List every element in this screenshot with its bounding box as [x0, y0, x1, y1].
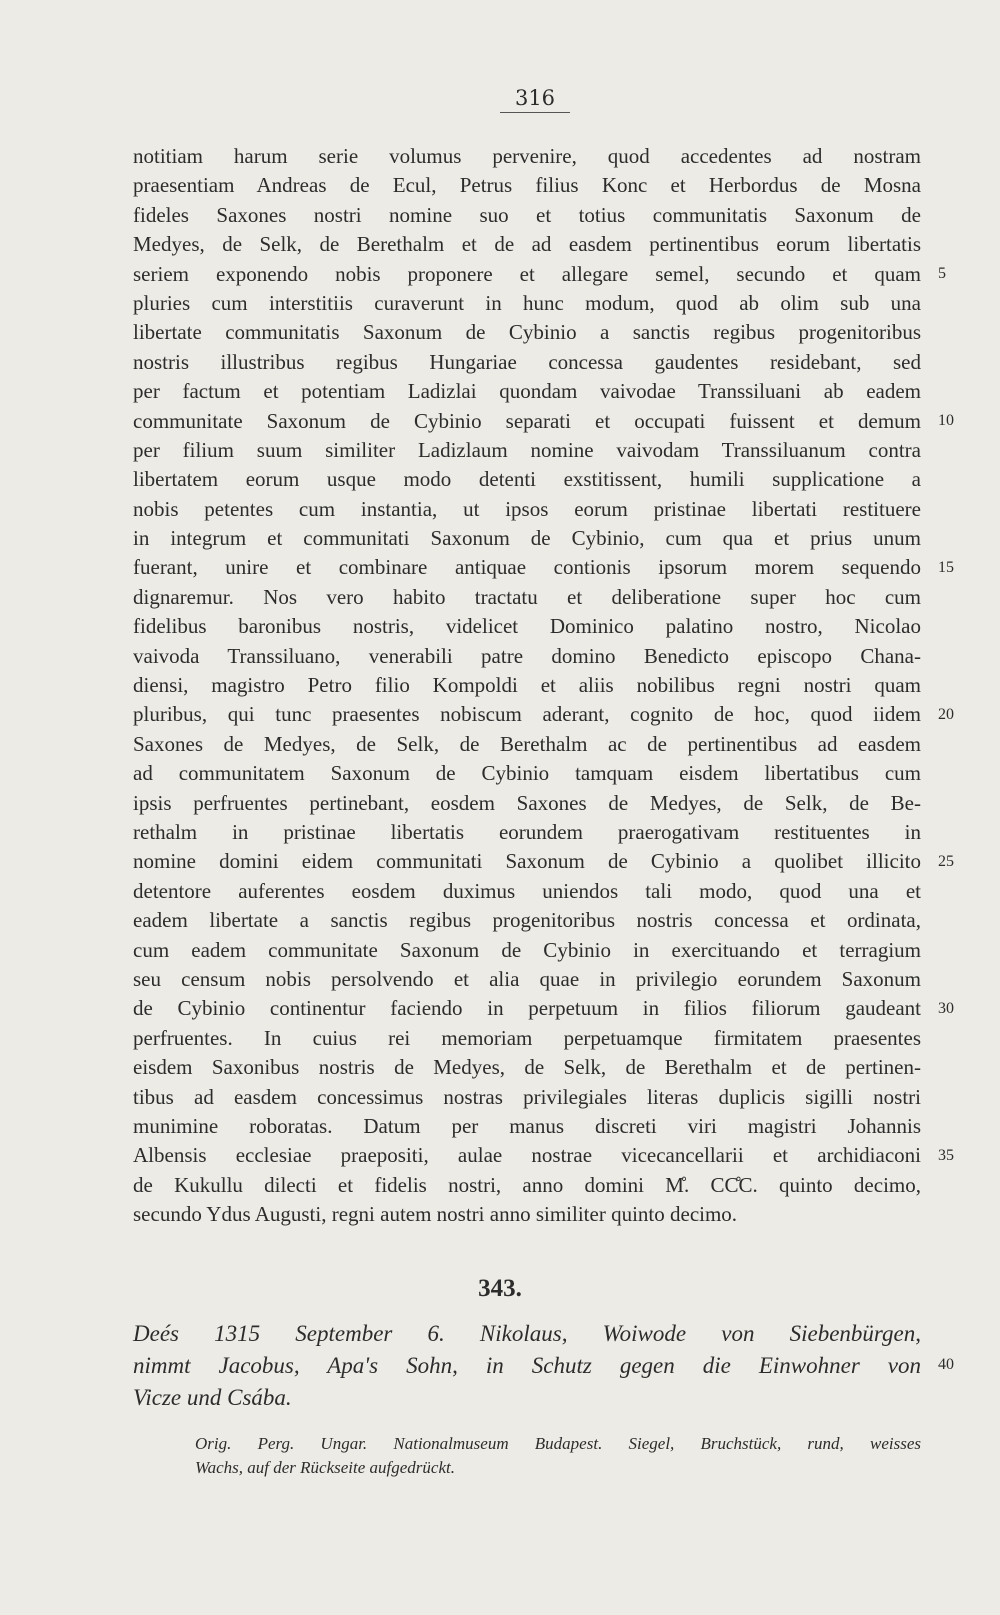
source-note — [195, 1432, 921, 1480]
text-line: de Kukullu dilecti et fidelis nostri, anno domini M̊. CC̊C. quinto decimo, — [133, 1172, 921, 1197]
text-line: libertate communitatis Saxonum de Cybinio a sanctis regibus progenitoribus — [133, 320, 921, 345]
line-number: 30 — [938, 999, 954, 1017]
text-line: per factum et potentiam Ladizlai quondam vaivodae Transsiluani ab eadem — [133, 379, 921, 404]
regest-line: Vicze und Csába. — [133, 1385, 292, 1410]
text-line: communitate Saxonum de Cybinio separati et occupati fuissent et demum — [133, 408, 921, 433]
text-line: diensi, magistro Petro filio Kompoldi et aliis nobilibus regni nostri quam — [133, 673, 921, 698]
text-line: libertatem eorum usque modo detenti exstitissent, humili supplicatione a — [133, 467, 921, 492]
text-line: fuerant, unire et combinare antiquae contionis ipsorum morem sequendo — [133, 555, 921, 580]
text-line: vaivoda Transsiluano, venerabili patre domino Benedicto episcopo Chana- — [133, 643, 921, 668]
regest-line: nimmt Jacobus, Apa's Sohn, in Schutz gegen die Einwohner von — [133, 1353, 921, 1378]
text-line: Albensis ecclesiae praepositi, aulae nostrae vicecancellarii et archidiaconi — [133, 1143, 921, 1168]
text-line: cum eadem communitate Saxonum de Cybinio in exercituando et terragium — [133, 937, 921, 962]
line-number: 10 — [938, 411, 954, 429]
text-line: perfruentes. In cuius rei memoriam perpetuamque firmitatem praesentes — [133, 1025, 921, 1050]
line-number: 15 — [938, 558, 954, 576]
regest-line-number: 40 — [938, 1356, 954, 1373]
text-line: dignaremur. Nos vero habito tractatu et deliberatione super hoc cum — [133, 584, 921, 609]
text-line: notitiam harum serie volumus pervenire, quod accedentes ad nostram — [133, 144, 921, 168]
text-line: in integrum et communitati Saxonum de Cybinio, cum qua et prius unum — [133, 526, 921, 551]
text-line: ad communitatem Saxonum de Cybinio tamquam eisdem libertatibus cum — [133, 761, 921, 786]
regest-heading — [133, 1318, 921, 1414]
text-line: pluribus, qui tunc praesentes nobiscum aderant, cognito de hoc, quod iidem — [133, 702, 921, 727]
line-number: 25 — [938, 852, 954, 870]
text-line: rethalm in pristinae libertatis eorundem praerogativam restituentes in — [133, 819, 921, 844]
text-line: detentore auferentes eosdem duximus uniendos tali modo, quod una et — [133, 878, 921, 903]
line-number: 35 — [938, 1146, 954, 1164]
line-number: 5 — [938, 264, 946, 282]
text-line: seriem exponendo nobis proponere et allegare semel, secundo et quam — [133, 261, 921, 286]
source-line: Wachs, auf der Rückseite aufgedrückt. — [195, 1458, 455, 1477]
text-line: seu censum nobis persolvendo et alia quae in privilegio eorundem Saxonum — [133, 966, 921, 991]
text-line: nobis petentes cum instantia, ut ipsos eorum pristinae libertati restituere — [133, 496, 921, 521]
text-line: Medyes, de Selk, de Berethalm et de ad easdem pertinentibus eorum libertatis — [133, 232, 921, 257]
line-number: 20 — [938, 705, 954, 723]
text-line: Saxones de Medyes, de Selk, de Berethalm ac de pertinentibus ad easdem — [133, 731, 921, 756]
charter-text — [133, 142, 921, 1229]
text-line: fideles Saxones nostri nomine suo et totius communitatis Saxonum de — [133, 202, 921, 227]
text-line: nomine domini eidem communitati Saxonum de Cybinio a quolibet illicito — [133, 849, 921, 874]
text-line: secundo Ydus Augusti, regni autem nostri anno similiter quinto decimo. — [133, 1202, 738, 1227]
text-line: ipsis perfruentes pertinebant, eosdem Saxones de Medyes, de Selk, de Be- — [133, 790, 921, 815]
source-line: Orig. Perg. Ungar. Nationalmuseum Budapest. Siegel, Bruchstück, rund, weisses — [195, 1434, 921, 1453]
text-line: fidelibus baronibus nostris, videlicet Dominico palatino nostro, Nicolao — [133, 614, 921, 639]
text-line: nostris illustribus regibus Hungariae concessa gaudentes residebant, sed — [133, 349, 921, 374]
text-line: tibus ad easdem concessimus nostras privilegiales literas duplicis sigilli nostri — [133, 1084, 921, 1109]
regest-line: Deés 1315 September 6. Nikolaus, Woiwode von Siebenbürgen, — [133, 1321, 921, 1346]
text-line: praesentiam Andreas de Ecul, Petrus filius Konc et Herbordus de Mosna — [133, 173, 921, 198]
text-line: eisdem Saxonibus nostris de Medyes, de Selk, de Berethalm et de pertinen- — [133, 1055, 921, 1080]
text-line: per filium suum similiter Ladizlaum nomine vaivodam Transsiluanum contra — [133, 437, 921, 462]
text-line: munimine roboratas. Datum per manus discreti viri magistri Johannis — [133, 1113, 921, 1138]
text-line: pluries cum interstitiis curaverunt in hunc modum, quod ab olim sub una — [133, 290, 921, 315]
text-line: de Cybinio continentur faciendo in perpetuum in filios filiorum gaudeant — [133, 996, 921, 1021]
text-line: eadem libertate a sanctis regibus progenitoribus nostris concessa et ordinata, — [133, 908, 921, 933]
page-number: 316 — [500, 86, 570, 113]
document-number: 343. — [478, 1275, 522, 1302]
